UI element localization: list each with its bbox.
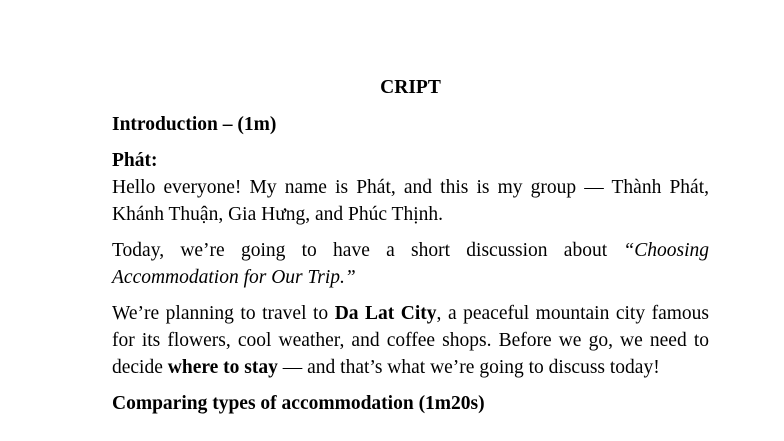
document-page — [112, 74, 709, 426]
topic-quote: “Choosing Accommodation for Our Trip.” — [112, 240, 709, 288]
intro-heading: Introduction – (1m) — [112, 114, 277, 135]
topic-paragraph — [112, 237, 709, 291]
speaker-label: Phát: — [112, 150, 158, 171]
plan-city: Da Lat City — [334, 303, 437, 324]
plan-paragraph — [112, 300, 709, 381]
plan-text-2: , a peaceful mountain city famous for its flowers, cool weather, and coffee shops. Before we go, we need to decide — [112, 303, 709, 378]
plan-text-1: We’re planning to travel to — [112, 303, 335, 324]
document-title: CRIPT — [380, 77, 441, 98]
topic-text: Today, we’re going to have a short discussion about — [112, 240, 624, 261]
plan-text-3: — and that’s what we’re going to discuss today! — [277, 357, 660, 378]
plan-where: where to stay — [167, 357, 278, 378]
intro-paragraph: Hello everyone! My name is Phát, and this is my group — Thành Phát, Khánh Thuận, Gia Hưng, and Phúc Thịnh. — [112, 177, 709, 225]
compare-heading: Comparing types of accommodation (1m20s) — [112, 393, 485, 414]
